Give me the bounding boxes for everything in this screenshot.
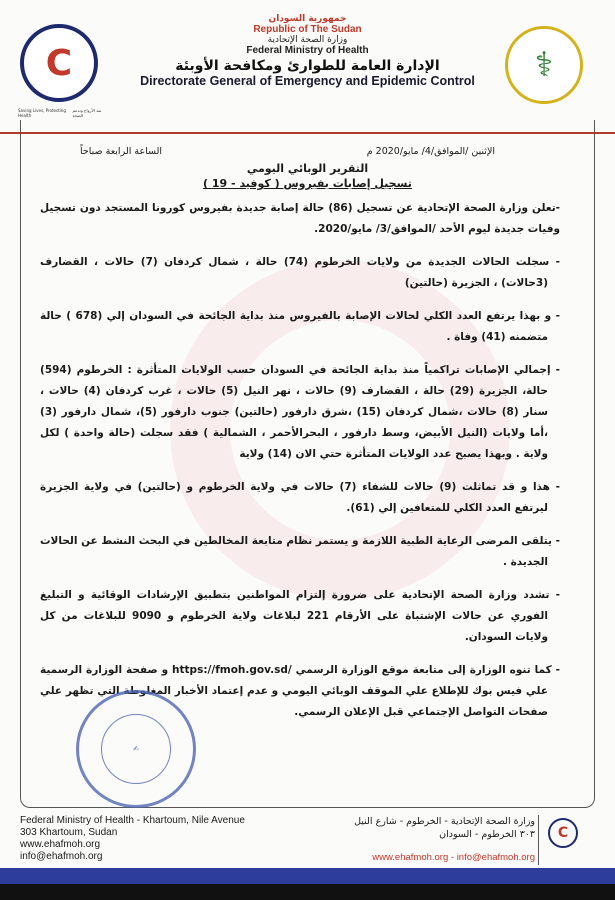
- slogan-en: Saving Lives, Protecting Health: [18, 108, 66, 118]
- paragraph: - تشدد وزارة الصحة الإتحادية على ضرورة إلتزام المواطنين بتطبيق الإرشادات الوقائية و التبليغ الفوري عن حالات الإشتباة على الأرقام 221 لبلاغات ولاية الخرطوم و 9090 للبلاغات من كل ولايات السودان.: [40, 589, 560, 643]
- footer-line: 303 Khartoum, Sudan: [20, 827, 118, 838]
- paragraph: -تعلن وزارة الصحة الإتحادية عن تسجيل (86) حالة إصابة جديدة بفيروس كورونا المستجد دون تسجيل وفيات جديدة ليوم الأحد /الموافق/3/ مايو/2020.: [40, 202, 560, 235]
- footer-address-en: [20, 815, 245, 863]
- official-stamp: ✍: [76, 690, 196, 808]
- paragraph: - سجلت الحالات الجديدة من ولايات الخرطوم (74) حالة ، شمال كردفان (7) حالات ، القضارف (3حالات) ، الجزيرة (حالتين): [40, 256, 560, 289]
- report-subtitle: تسجيل إصابات بفيروس ( كوفيد - 19 ): [203, 177, 412, 190]
- logo-slogan: [18, 108, 108, 118]
- paragraph: - و بهذا يرتفع العدد الكلي لحالات الإصابة بالفيروس منذ بداية الجائحة في السودان إلي (678 ) حالة متضمنه (41) وفاة .: [40, 310, 560, 343]
- paragraph: - يتلقى المرضى الرعاية الطبية اللازمة و يستمر نظام متابعة المخالطين في البحث النشط عن الحالات الجديدة .: [40, 535, 560, 568]
- footer-line: Federal Ministry of Health - Khartoum, Nile Avenue: [20, 815, 245, 826]
- report-date: الإثنين /الموافق/4/ مايو/2020 م: [366, 146, 495, 157]
- footer-email: info@ehafmoh.org: [20, 851, 103, 862]
- footer-line-ar: ٣٠٣ الخرطوم - السودان: [439, 829, 535, 840]
- ministry-ar: وزارة الصحة الإتحادية: [267, 35, 348, 45]
- directorate-logo: C: [20, 24, 98, 102]
- header-divider: [0, 132, 615, 134]
- ministry-emblem-logo: ⚕: [505, 26, 583, 104]
- scan-edge: [0, 884, 615, 900]
- footer-divider: [538, 815, 539, 865]
- ministry-en: Federal Ministry of Health: [246, 45, 369, 56]
- footer-logo: C: [548, 818, 578, 848]
- paragraph: - هذا و قد تماثلت (9) حالات للشفاء (7) حالات في ولاية الخرطوم و (حالتين) في ولاية الجزيرة ليرتفع العدد الكلي للمتعافين إلي (61).: [40, 481, 560, 514]
- paragraph: - إجمالي الإصابات تراكمياً منذ بداية الجائحة في السودان حسب الولايات المتأثرة : الخرطوم (594) حالة، الجزيرة (29) حالة ، القضارف (9) حالات ، نهر النيل (5) حالات ، غرب كردفان (4) حالات ، سنار (8) حالات ،شمال كردفان (15) ،شرق دارفور (حالتين) جنوب دارفور (5)، شمال دارفور (3) ،أما ولايات (النيل الأبيض، وسط دارفور ، البحرالأحمر ، الشمالية ) فقد سجلت (حالة واحدة ) لكل ولاية . وبهذا يصبح عدد الولايات المتأثرة حتي الان (14) ولاية: [40, 364, 560, 460]
- footer-band: [0, 868, 615, 884]
- letterhead: [0, 14, 615, 88]
- directorate-en: Directorate General of Emergency and Epidemic Control: [140, 74, 475, 88]
- slogan-ar: نفذ الأرواح وندعم الصحة: [72, 108, 102, 118]
- report-time: الساعة الرابعة صباحاً: [80, 146, 163, 157]
- footer-web-contact: www.ehafmoh.org - info@ehafmoh.org: [372, 852, 535, 863]
- footer-address-ar: [354, 815, 535, 864]
- country-ar: جمهورية السودان: [268, 14, 347, 24]
- directorate-ar: الإدارة العامة للطوارئ ومكافحة الأوبئة: [175, 58, 440, 74]
- report-body: [40, 198, 560, 735]
- country-en: Republic of The Sudan: [253, 24, 362, 35]
- footer-website: www.ehafmoh.org: [20, 839, 101, 850]
- report-title: التقرير الوبائي اليومي: [246, 162, 369, 175]
- footer-line-ar: وزارة الصحة الإتحادية - الخرطوم - شارع النيل: [354, 816, 535, 827]
- paragraph: - كما تنوه الوزارة إلى متابعة موقع الوزارة الرسمي /https://fmoh.gov.sd و صفحة الوزارة الرسمية علي فيس بوك للإطلاع علي الموقف الوبائي اليومي و عدم إعتماد الأخبار المغلوطة التي تظهر علي صفحات التواصل الإجتماعي قبل الإعلان الرسمي.: [40, 664, 560, 718]
